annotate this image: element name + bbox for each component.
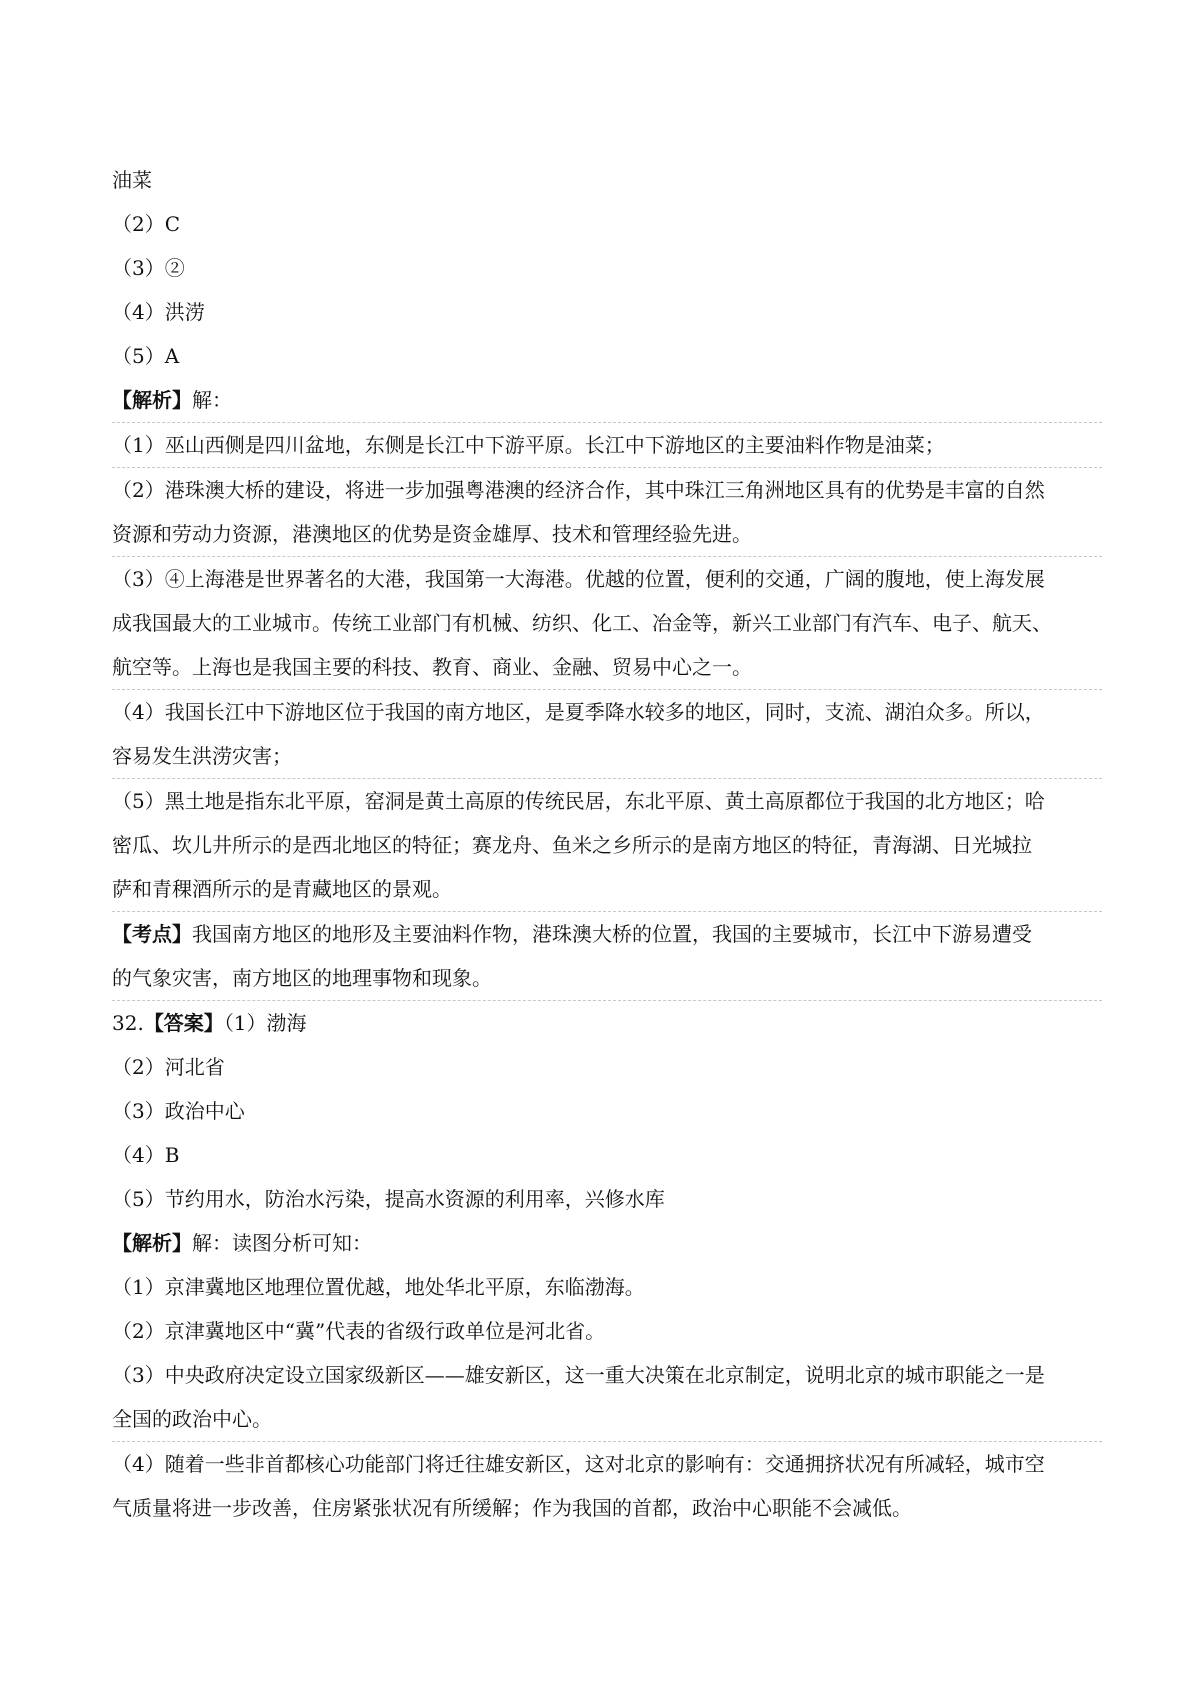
kaodian-label: 【考点】 bbox=[112, 922, 192, 946]
answer-line: （4）B bbox=[112, 1143, 180, 1167]
answer-line: （5）节约用水，防治水污染，提高水资源的利用率，兴修水库 bbox=[112, 1187, 665, 1211]
paragraph-line: 资源和劳动力资源，港澳地区的优势是资金雄厚、技术和管理经验先进。 bbox=[112, 512, 1102, 557]
analysis-label: 【解析】 bbox=[112, 1231, 192, 1255]
answer-line: （2）C bbox=[112, 212, 181, 236]
analysis-paragraph-2 bbox=[112, 468, 1102, 557]
answer-label: 【答案】 bbox=[143, 1011, 224, 1035]
analysis-paragraph-3 bbox=[112, 557, 1102, 690]
paragraph-line: 全国的政治中心。 bbox=[112, 1397, 1102, 1442]
kaodian-section bbox=[112, 912, 1102, 1001]
analysis-header bbox=[112, 378, 1102, 423]
paragraph-line: 密瓜、坎儿井所示的是西北地区的特征；赛龙舟、鱼米之乡所示的是南方地区的特征，青海湖、日光城拉 bbox=[112, 833, 1032, 857]
paragraph-line: （5）黑土地是指东北平原，窑洞是黄土高原的传统民居，东北平原、黄土高原都位于我国的北方地区；哈 bbox=[112, 789, 1045, 813]
paragraph-line: 成我国最大的工业城市。传统工业部门有机械、纺织、化工、冶金等，新兴工业部门有汽车、电子、航天、 bbox=[112, 611, 1052, 635]
paragraph-line: 气质量将进一步改善，住房紧张状况有所缓解；作为我国的首都，政治中心职能不会减低。 bbox=[112, 1496, 912, 1520]
kaodian-text: 我国南方地区的地形及主要油料作物，港珠澳大桥的位置，我国的主要城市，长江中下游易遭受 bbox=[192, 922, 1032, 946]
question-32-answer-header bbox=[112, 1001, 1102, 1045]
analysis-paragraph-4 bbox=[112, 690, 1102, 779]
answer-line: （3）政治中心 bbox=[112, 1099, 245, 1123]
answer-line: （5）A bbox=[112, 344, 180, 368]
answer-line: （3）② bbox=[112, 256, 185, 280]
analysis-paragraph-4 bbox=[112, 1442, 1102, 1530]
kaodian-line: 的气象灾害，南方地区的地理事物和现象。 bbox=[112, 956, 1102, 1001]
paragraph-line: （4）我国长江中下游地区位于我国的南方地区，是夏季降水较多的地区，同时，支流、湖泊众多。所以， bbox=[112, 700, 1045, 724]
answer-line: 油菜 bbox=[112, 168, 152, 192]
paragraph-line: （4）随着一些非首都核心功能部门将迁往雄安新区，这对北京的影响有：交通拥挤状况有所减轻，城市空 bbox=[112, 1452, 1045, 1476]
paragraph-line: （2）京津冀地区中“冀”代表的省级行政单位是河北省。 bbox=[112, 1319, 606, 1343]
question-number: 32. bbox=[112, 1011, 144, 1035]
analysis-intro: 解： bbox=[192, 388, 232, 412]
analysis-header bbox=[112, 1221, 1102, 1265]
analysis-intro: 解：读图分析可知： bbox=[192, 1231, 372, 1255]
paragraph-line: 航空等。上海也是我国主要的科技、教育、商业、金融、贸易中心之一。 bbox=[112, 645, 1102, 690]
paragraph-line: （2）港珠澳大桥的建设，将进一步加强粤港澳的经济合作，其中珠江三角洲地区具有的优势是丰富的自然 bbox=[112, 478, 1045, 502]
paragraph-line: （1）京津冀地区地理位置优越，地处华北平原，东临渤海。 bbox=[112, 1275, 645, 1299]
document-content bbox=[112, 158, 1102, 1530]
analysis-paragraph-3 bbox=[112, 1353, 1102, 1442]
analysis-paragraph-1 bbox=[112, 423, 1102, 468]
analysis-paragraph-5 bbox=[112, 779, 1102, 912]
paragraph-line: （3）中央政府决定设立国家级新区——雄安新区，这一重大决策在北京制定，说明北京的城市职能之一是 bbox=[112, 1363, 1045, 1387]
analysis-label: 【解析】 bbox=[112, 388, 192, 412]
paragraph-line: 萨和青稞酒所示的是青藏地区的景观。 bbox=[112, 867, 1102, 912]
kaodian-line bbox=[112, 912, 1102, 956]
answer-line: （4）洪涝 bbox=[112, 300, 205, 324]
paragraph-line: 容易发生洪涝灾害； bbox=[112, 734, 1102, 779]
paragraph-line: （1）巫山西侧是四川盆地，东侧是长江中下游平原。长江中下游地区的主要油料作物是油菜； bbox=[112, 423, 1102, 468]
answer-line: （2）河北省 bbox=[112, 1055, 225, 1079]
paragraph-line: （3）④上海港是世界著名的大港，我国第一大海港。优越的位置，便利的交通，广阔的腹地，使上海发展 bbox=[112, 567, 1045, 591]
first-answer: （1）渤海 bbox=[223, 1011, 307, 1035]
